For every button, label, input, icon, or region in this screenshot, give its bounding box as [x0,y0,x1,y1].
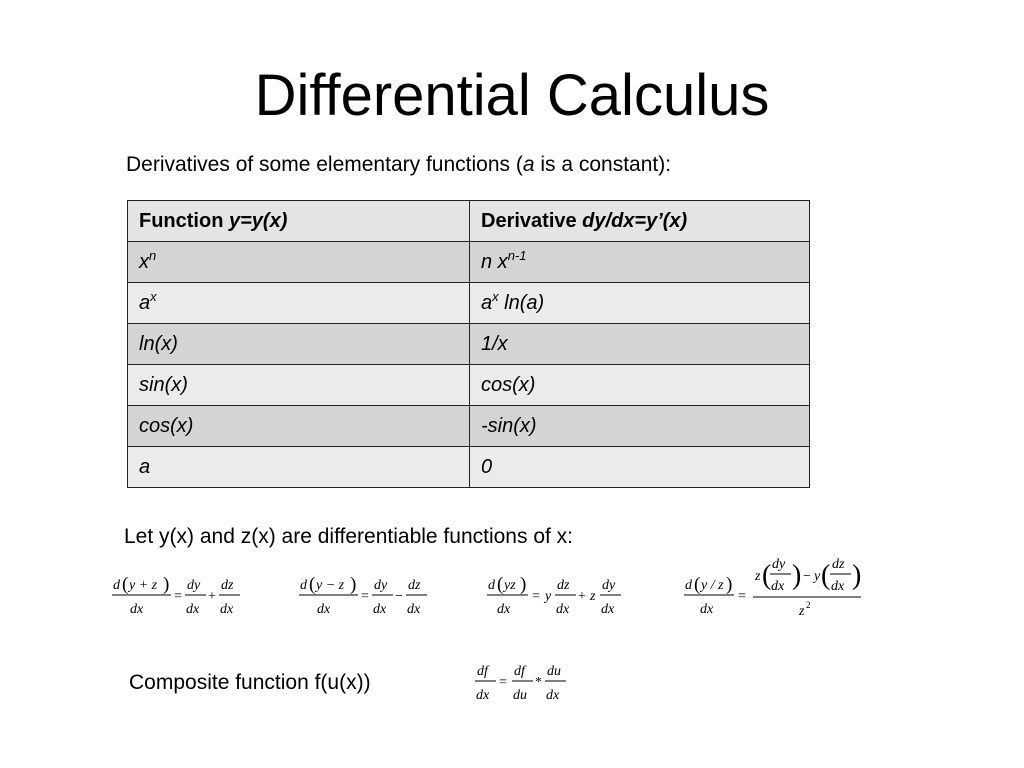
svg-text:dx: dx [130,602,144,617]
svg-text:z: z [590,589,596,604]
svg-text:2: 2 [806,600,811,610]
svg-text:dz: dz [221,578,234,593]
svg-text:dx: dx [556,602,570,617]
table-row [128,283,810,324]
composite-function-text: Composite function f(u(x)) [129,671,371,694]
svg-text:): ) [792,560,802,591]
svg-text:dx: dx [831,579,845,594]
derivative-cell: cos(x) [470,365,810,406]
svg-text:y / z: y / z [701,578,724,593]
derivatives-table [127,200,810,488]
svg-text:d: d [113,578,120,593]
table-row [128,365,810,406]
table-row [128,447,810,488]
svg-text:dx: dx [373,602,387,617]
svg-text:dy: dy [187,578,201,593]
svg-text:du: du [547,664,561,679]
svg-text:(: ( [122,574,129,595]
svg-text:d: d [685,578,692,593]
svg-text:d: d [300,578,307,593]
derivative-cell: $a^x$ ln(a) [470,283,810,324]
derivative-cell: 0 [470,447,810,488]
svg-text:dy: dy [374,578,388,593]
intro-constant: a [522,153,535,176]
svg-text:dz: dz [557,578,570,593]
intro-suffix: is a constant): [534,153,672,176]
svg-text:y − z: y − z [316,578,345,593]
svg-text:dx: dx [546,688,560,703]
svg-text:=: = [738,589,746,604]
product-rule-formula [485,570,625,620]
header-function: Function y=y(x) [128,201,470,242]
function-cell: cos(x) [128,406,470,447]
svg-text:−: − [395,589,403,604]
svg-text:=: = [532,589,540,604]
svg-text:d: d [488,578,495,593]
svg-text:): ) [163,574,170,595]
svg-text:z: z [755,569,761,584]
derivative-cell: 1/x [470,324,810,365]
slide-title: Differential Calculus [254,63,770,128]
svg-text:dx: dx [771,579,785,594]
difference-rule-formula [297,570,432,620]
svg-text:z: z [799,604,805,619]
svg-text:dy: dy [602,578,616,593]
svg-text:dx: dx [497,602,511,617]
derivative-cell: -sin(x) [470,406,810,447]
derivative-cell: n $x^{n-1}$ [470,242,810,283]
quotient-rule-formula [682,548,864,622]
svg-text:−: − [803,569,811,584]
svg-text:(: ( [694,574,701,595]
svg-text:(: ( [821,560,831,591]
svg-text:y: y [814,569,821,584]
svg-text:(: ( [497,574,504,595]
svg-text:df: df [477,664,488,679]
svg-text:=: = [499,675,507,690]
chain-rule-formula [472,656,572,706]
svg-text:+: + [578,589,586,604]
svg-text:dz: dz [408,578,421,593]
header-derivative: Derivative dy/dx=y’(x) [470,201,810,242]
svg-text:dx: dx [186,602,200,617]
function-cell: $x^n$ [128,242,470,283]
svg-text:du: du [513,688,527,703]
function-cell: a [128,447,470,488]
function-cell: ln(x) [128,324,470,365]
svg-text:*: * [535,675,542,690]
svg-text:dx: dx [407,602,421,617]
svg-text:): ) [520,574,527,595]
function-cell: $a^x$ [128,283,470,324]
table-header-row [128,201,810,242]
table-row [128,242,810,283]
svg-text:+: + [208,589,216,604]
svg-text:y: y [545,589,552,604]
function-cell: sin(x) [128,365,470,406]
svg-text:): ) [350,574,357,595]
svg-text:y + z: y + z [129,578,158,593]
sum-rule-formula [110,570,245,620]
table-row [128,324,810,365]
svg-text:=: = [174,589,182,604]
svg-text:dz: dz [832,557,845,572]
svg-text:dx: dx [476,688,490,703]
table-row [128,406,810,447]
svg-text:(: ( [762,560,772,591]
svg-text:): ) [852,560,862,591]
svg-text:yz: yz [504,578,516,593]
svg-text:dx: dx [317,602,331,617]
svg-text:dx: dx [220,602,234,617]
intro-text [126,150,671,180]
svg-text:(: ( [309,574,316,595]
svg-text:=: = [361,589,369,604]
svg-text:dy: dy [772,557,786,572]
svg-text:dx: dx [601,602,615,617]
svg-text:dx: dx [700,602,714,617]
rules-intro-text: Let y(x) and z(x) are differentiable functions of x: [124,525,573,548]
svg-text:): ) [726,574,733,595]
intro-prefix: Derivatives of some elementary functions ( [126,153,523,176]
svg-text:df: df [514,664,525,679]
